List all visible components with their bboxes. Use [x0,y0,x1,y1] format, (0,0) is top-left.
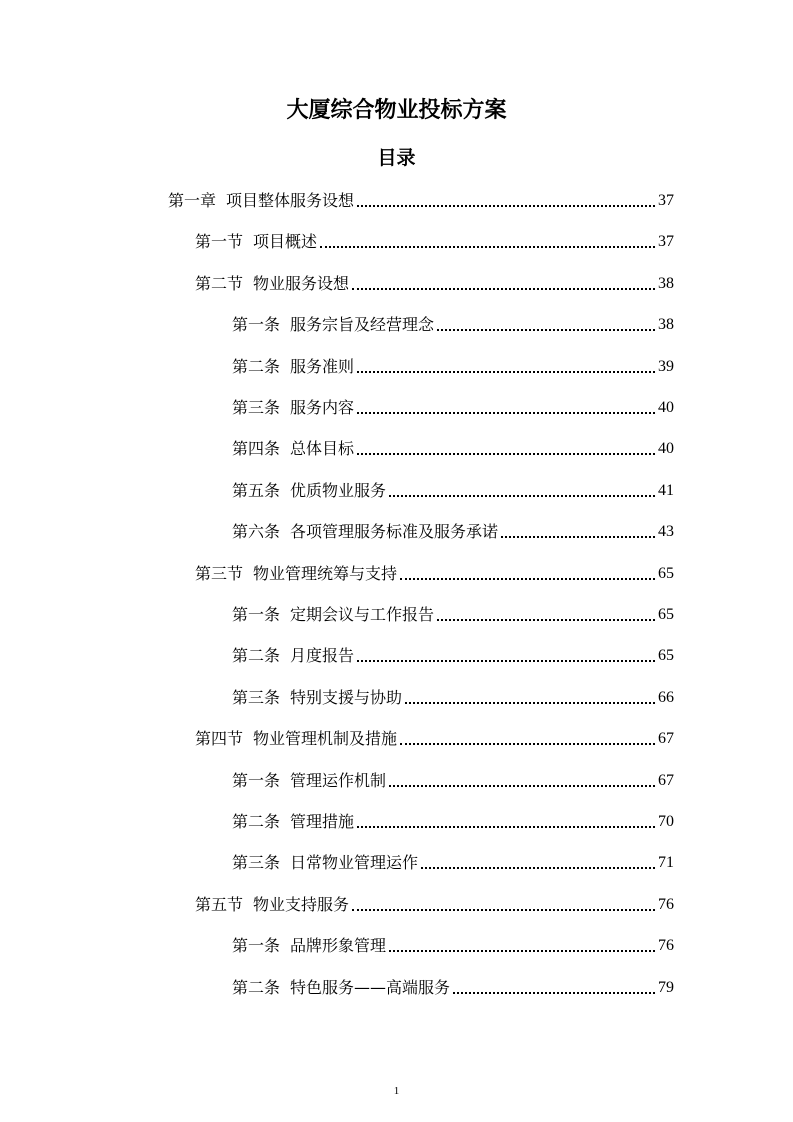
dot-leader [501,536,655,538]
toc-entry-page: 70 [658,813,674,830]
dot-leader [400,743,655,745]
toc-entry-title: 项目概述 [253,232,318,251]
dot-leader [357,205,655,207]
toc-entry-title: 各项管理服务标准及服务承诺 [290,522,499,541]
toc-entry[interactable] [232,931,674,957]
dot-leader [320,246,655,248]
toc-entry-title: 特别支援与协助 [290,688,403,707]
toc-entry-number: 第一条 [232,605,281,624]
toc-entry-number: 第一章 [168,191,217,210]
dot-leader [400,578,655,580]
dot-leader [421,867,655,869]
document-title: 大厦综合物业投标方案 [286,98,507,123]
toc-entry-page: 37 [658,233,674,250]
toc-entry[interactable] [195,724,674,750]
page-number: 1 [393,1085,400,1097]
dot-leader [389,495,655,497]
dot-leader [352,909,655,911]
toc-entry-number: 第一节 [195,232,244,251]
toc-entry-title: 日常物业管理运作 [290,853,419,872]
toc-entry-page: 71 [658,854,674,871]
toc-entry-page: 43 [658,523,674,540]
toc-heading: 目录 [377,147,416,169]
dot-leader [389,785,655,787]
toc-entry-number: 第四条 [232,439,281,458]
toc-entry-title: 物业管理机制及措施 [253,729,398,748]
toc-entry-page: 76 [658,896,674,913]
toc-entry-title: 服务宗旨及经营理念 [290,315,435,334]
toc-entry-number: 第一条 [232,315,281,334]
dot-leader [405,702,655,704]
toc-entry-number: 第二节 [195,274,244,293]
toc-entry-page: 76 [658,937,674,954]
toc-entry-title: 项目整体服务设想 [226,191,355,210]
toc-entry-title: 管理运作机制 [290,771,387,790]
toc-entry-page: 79 [658,979,674,996]
toc-entry-title: 品牌形象管理 [290,936,387,955]
toc-entry-number: 第二条 [232,978,281,997]
toc-entry-number: 第三节 [195,564,244,583]
dot-leader [357,371,655,373]
toc-entry-page: 67 [658,772,674,789]
dot-leader [357,412,655,414]
toc-entry-page: 37 [658,192,674,209]
toc-entry-title: 服务内容 [290,398,355,417]
toc-entry-number: 第二条 [232,357,281,376]
toc-entry-title: 管理措施 [290,812,355,831]
dot-leader [437,329,655,331]
toc-entry-page: 40 [658,399,674,416]
toc-entry-number: 第五条 [232,481,281,500]
toc-entry-number: 第三条 [232,688,281,707]
toc-entry-number: 第三条 [232,398,281,417]
dot-leader [357,660,655,662]
toc-entry[interactable] [232,973,674,999]
toc-entry-number: 第三条 [232,853,281,872]
toc-entry[interactable] [232,600,674,626]
toc-entry-page: 67 [658,730,674,747]
toc-entry-page: 40 [658,440,674,457]
toc-entry[interactable] [232,476,674,502]
toc-entry-title: 定期会议与工作报告 [290,605,435,624]
toc-entry-title: 物业服务设想 [253,274,350,293]
toc-entry-number: 第四节 [195,729,244,748]
toc-entry-page: 65 [658,647,674,664]
toc-entry-title: 月度报告 [290,646,355,665]
dot-leader [357,826,655,828]
toc-entry[interactable] [232,641,674,667]
toc-entry[interactable] [232,848,674,874]
toc-entry-page: 39 [658,358,674,375]
toc-entry-number: 第五节 [195,895,244,914]
toc-entry[interactable] [232,434,674,460]
toc-entry-title: 物业管理统筹与支持 [253,564,398,583]
toc-entry-page: 65 [658,565,674,582]
toc-entry[interactable] [195,269,674,295]
toc-entry[interactable] [232,766,674,792]
toc-entry-title: 总体目标 [290,439,355,458]
toc-entry-number: 第二条 [232,646,281,665]
toc-entry-page: 38 [658,316,674,333]
toc-entry[interactable] [168,186,674,212]
toc-entry-page: 65 [658,606,674,623]
toc-entry-number: 第一条 [232,771,281,790]
toc-entry[interactable] [195,559,674,585]
toc-entry-title: 服务准则 [290,357,355,376]
toc-entry-title: 优质物业服务 [290,481,387,500]
toc-entry-page: 38 [658,275,674,292]
dot-leader [453,992,655,994]
dot-leader [389,950,655,952]
dot-leader [352,288,655,290]
toc-entry[interactable] [232,517,674,543]
toc-entry-number: 第六条 [232,522,281,541]
toc-entry-page: 41 [658,482,674,499]
toc-entry-number: 第一条 [232,936,281,955]
toc-entry[interactable] [232,807,674,833]
toc-entry[interactable] [195,227,674,253]
dot-leader [357,453,655,455]
toc-entry-title: 物业支持服务 [253,895,350,914]
toc-entry[interactable] [232,393,674,419]
toc-entry-page: 66 [658,689,674,706]
dot-leader [437,619,655,621]
toc-entry-title: 特色服务——高端服务 [290,978,451,997]
toc-entry[interactable] [232,352,674,378]
toc-entry[interactable] [232,310,674,336]
toc-entry-number: 第二条 [232,812,281,831]
toc-entry[interactable] [232,683,674,709]
toc-entry[interactable] [195,890,674,916]
